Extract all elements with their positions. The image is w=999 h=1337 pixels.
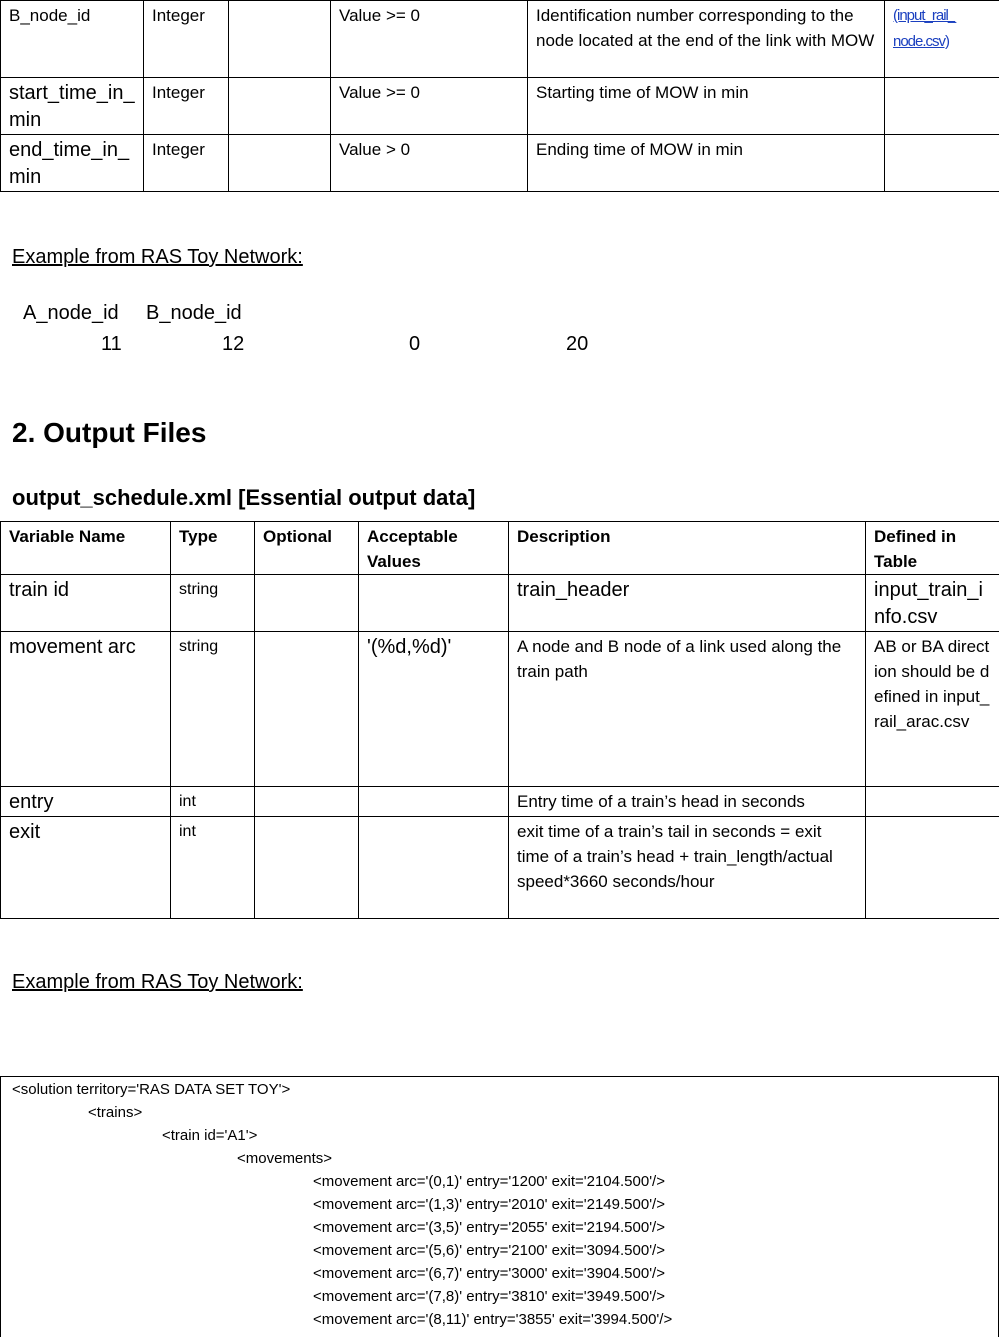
column-header: Defined in Table (866, 522, 999, 575)
xml-line: <trains> (88, 1101, 142, 1124)
example-value: 12 (222, 333, 244, 356)
input-variables-table (0, 0, 999, 192)
table-row (1, 787, 999, 817)
description-cell: A node and B node of a link used along the train path (509, 632, 866, 787)
xml-line: <movements> (237, 1147, 332, 1170)
optional-cell (255, 817, 359, 919)
table-row (1, 1, 999, 78)
optional-cell (229, 1, 331, 78)
xml-line: <solution territory='RAS DATA SET TOY'> (12, 1078, 290, 1101)
example-header-b-node: B_node_id (146, 302, 242, 325)
defined-in-table-cell (885, 135, 999, 192)
type-cell: int (171, 817, 255, 919)
acceptable-values-cell: Value >= 0 (331, 78, 528, 135)
optional-cell (229, 135, 331, 192)
example-value: 20 (566, 333, 588, 356)
description-cell: Starting time of MOW in min (528, 78, 885, 135)
description-cell: train_header (509, 575, 866, 632)
xml-line: <movement arc='(8,11)' entry='3855' exit='3994.500'/> (313, 1308, 672, 1331)
xml-line: <movement arc='(7,8)' entry='3810' exit='3949.500'/> (313, 1285, 665, 1308)
column-header: Description (509, 522, 866, 575)
table-row (1, 78, 999, 135)
example-heading: Example from RAS Toy Network: (12, 246, 303, 269)
xml-line: <movement arc='(1,3)' entry='2010' exit='2149.500'/> (313, 1193, 665, 1216)
variable-name-cell: movement arc (1, 632, 171, 787)
variable-name-cell: exit (1, 817, 171, 919)
xml-line: <train id='A1'> (162, 1124, 257, 1147)
example-header-a-node: A_node_id (23, 302, 119, 325)
type-cell: Integer (144, 78, 229, 135)
optional-cell (229, 78, 331, 135)
defined-in-table-cell: input_train_info.csv (866, 575, 999, 632)
defined-in-table-cell: AB or BA direction should be defined in input_rail_arac.csv (866, 632, 999, 787)
example-value: 11 (101, 333, 122, 356)
xml-line: <movement arc='(0,1)' entry='1200' exit='2104.500'/> (313, 1170, 665, 1193)
acceptable-values-cell: Value > 0 (331, 135, 528, 192)
column-header: Optional (255, 522, 359, 575)
output-variables-table (0, 521, 999, 919)
type-cell: Integer (144, 135, 229, 192)
table-row (1, 575, 999, 632)
table-row (1, 632, 999, 787)
xml-line: <movement arc='(3,5)' entry='2055' exit='2194.500'/> (313, 1216, 665, 1239)
type-cell: string (171, 632, 255, 787)
xml-line: <movement arc='(5,6)' entry='2100' exit='3094.500'/> (313, 1239, 665, 1262)
description-cell: Ending time of MOW in min (528, 135, 885, 192)
xml-line: <movement arc='(6,7)' entry='3000' exit='3904.500'/> (313, 1262, 665, 1285)
table-row (1, 817, 999, 919)
variable-name-cell: end_time_in_min (1, 135, 144, 192)
description-cell: exit time of a train’s tail in seconds = exit time of a train’s head + train_length/actual speed*3660 seconds/hour (509, 817, 866, 919)
optional-cell (255, 787, 359, 817)
defined-in-table-cell (885, 78, 999, 135)
acceptable-values-cell: Value >= 0 (331, 1, 528, 78)
defined-in-table-cell (866, 817, 999, 919)
description-cell: Entry time of a train’s head in seconds (509, 787, 866, 817)
acceptable-values-cell: '(%d,%d)' (359, 632, 509, 787)
example-value: 0 (409, 333, 420, 356)
acceptable-values-cell (359, 787, 509, 817)
variable-name-cell: start_time_in_min (1, 78, 144, 135)
acceptable-values-cell (359, 817, 509, 919)
variable-name-cell: B_node_id (1, 1, 144, 78)
acceptable-values-cell (359, 575, 509, 632)
optional-cell (255, 632, 359, 787)
subsection-title: output_schedule.xml [Essential output data] (12, 485, 475, 511)
table-row (1, 135, 999, 192)
xml-example-box (0, 1076, 999, 1337)
description-cell: Identification number corresponding to the node located at the end of the link with MOW (528, 1, 885, 78)
variable-name-cell: entry (1, 787, 171, 817)
defined-in-table-cell (866, 787, 999, 817)
section-title: 2. Output Files (12, 417, 206, 449)
column-header: Type (171, 522, 255, 575)
column-header: Variable Name (1, 522, 171, 575)
type-cell: Integer (144, 1, 229, 78)
type-cell: string (171, 575, 255, 632)
column-header: Acceptable Values (359, 522, 509, 575)
optional-cell (255, 575, 359, 632)
variable-name-cell: train id (1, 575, 171, 632)
defined-in-table-link[interactable]: (input_rail_ node.csv) (885, 1, 999, 78)
table-header-row (1, 522, 999, 575)
type-cell: int (171, 787, 255, 817)
example-heading: Example from RAS Toy Network: (12, 971, 303, 994)
